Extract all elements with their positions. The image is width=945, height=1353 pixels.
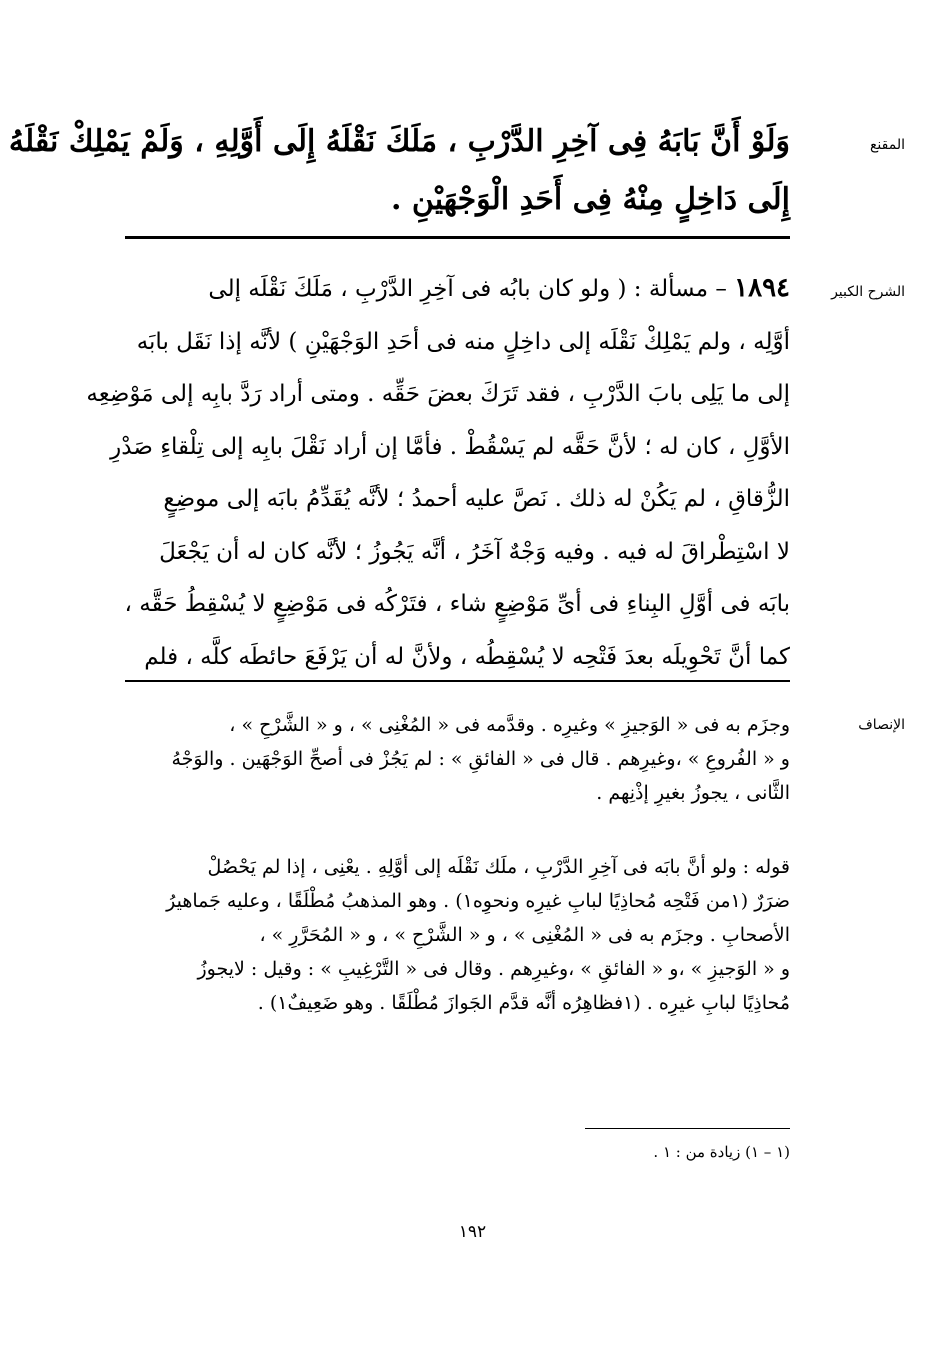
sharh-line-1 [122, 262, 790, 316]
sharh-line-6: لا اسْتِطْراقَ له فيه . وفيه وَجْهٌ آخَرُ ، أنَّه يَجُوزُ ؛ لأنَّه كان له أن يَجْعَلَ [159, 538, 790, 565]
sharh-margin-label: الشرح الكبير [831, 284, 905, 300]
insaf-p2-line-5: مُحاذِيًا لبابِ غيرِه . (١فظاهِرُه أنَّه قدَّم الجَوازَ مُطْلَقًا . وهو ضَعِيفٌ١) . [257, 992, 790, 1014]
muqni-text [8, 113, 790, 229]
insaf-paragraph-1 [122, 708, 790, 810]
sharh-line-7: بابَه فى أوَّلِ البِناءِ فى أىِّ مَوْضِعٍ شاء ، فتَرْكُه فى مَوْضِعٍ لا يُسْقِطُ حَقَّه ، [124, 591, 790, 617]
muqni-margin-label: المقنع [869, 137, 905, 153]
sharh-line-8: كما أنَّ تَحْوِيلَه بعدَ فَتْحِه لا يُسْقِطُه ، ولأنَّ له أن يَرْفَعَ حائطَه كلَّه ، فلم [144, 643, 790, 670]
sharh-line-2: أوَّلِه ، ولم يَمْلِكْ نَقْلَه إلى داخِلٍ منه فى أحَدِ الوَجْهَيْنِ ) لأنَّه إذا نَقَل بابَه [136, 328, 790, 355]
muqni-line-1: وَلَوْ أَنَّ بَابَهُ فِى آخِرِ الدَّرْبِ ، مَلَكَ نَقْلَهُ إِلَى أَوَّلِهِ ، وَلَمْ يَمْلِكْ نَقْلَهُ [8, 124, 790, 159]
sharh-line-5: الزُّقاقِ ، لم يَكُنْ له ذلك . نَصَّ عليه أحمدُ ؛ لأنَّه يُقَدِّمُ بابَه إلى موضِعٍ [163, 486, 790, 512]
insaf-p1-line-3: الثَّانى ، يجوزُ بغيرِ إذْنِهم . [596, 782, 790, 804]
insaf-p1-line-1: وجزَم به فى « الوَجيزِ » وغيرِه . وقدَّمه فى « المُغْنِى » ، و « الشَّرْحِ » ، [229, 714, 790, 736]
insaf-p2-line-3: الأصحابِ . وجزَم به فى « المُغْنِى » ، و « الشَّرْحِ » ، و « المُحَرَّرِ » ، [259, 924, 790, 946]
insaf-p2-line-4: و « الوَجيزِ » ،و « الفائقِ » ،وغيرِهم . وقال فى « التَّرْغِيبِ » : وقيل : لايجوزُ [197, 958, 790, 980]
sharh-line-3: إلى ما يَلِى بابَ الدَّرْبِ ، فقد تَرَكَ بعضَ حَقِّه . ومتى أراد رَدَّ بابِه إلى مَوْضِعِه [86, 381, 790, 407]
insaf-paragraph-2 [122, 850, 790, 1020]
sharh-text [86, 262, 790, 683]
section-divider-thin [125, 680, 790, 682]
insaf-p1-line-2: و « الفُروعِ » ،وغيرِهم . قال فى « الفائقِ » : لم يَجُزْ فى أصحِّ الوَجْهَين . والوَجْهُ [171, 748, 790, 770]
insaf-margin-label: الإنصاف [858, 717, 905, 733]
muqni-line-2: إِلَى دَاخِلٍ مِنْهُ فِى أَحَدِ الْوَجْهَيْنِ . [391, 182, 790, 217]
page-number: ١٩٢ [458, 1222, 487, 1242]
insaf-p2-line-1: قوله : ولو أنَّ بابَه فى آخِرِ الدَّرْبِ ، ملَك نَقْلَه إلى أوَّلِهِ . يعْنِى ، إذا لم يَحْصُلْ [207, 856, 790, 878]
footnote-rule [585, 1128, 790, 1129]
footnote: (١ – ١) زيادة من : ١ . [653, 1143, 790, 1161]
issue-number: ١٨٩٤ [734, 273, 790, 303]
section-divider-thick [125, 236, 790, 239]
sharh-line-4: الأوَّلِ ، كان له ؛ لأنَّ حَقَّه لم يَسْقُطْ . فأمَّا إن أراد نَقْلَ بابِه إلى تِلْقاءِ صَدْرِ [110, 433, 790, 460]
sharh-line-1-rest: – مسألة : ( ولو كان بابُه فى آخِرِ الدَّرْبِ ، مَلَكَ نَقْلَه إلى [208, 276, 727, 302]
insaf-p2-line-2: ضرَرٌ (١من فَتْحِه مُحاذِيًا لبابِ غيرِه ونحوِه١) . وهو المذهبُ مُطْلَقًا ، وعليه جَماهيرُ [166, 890, 790, 912]
